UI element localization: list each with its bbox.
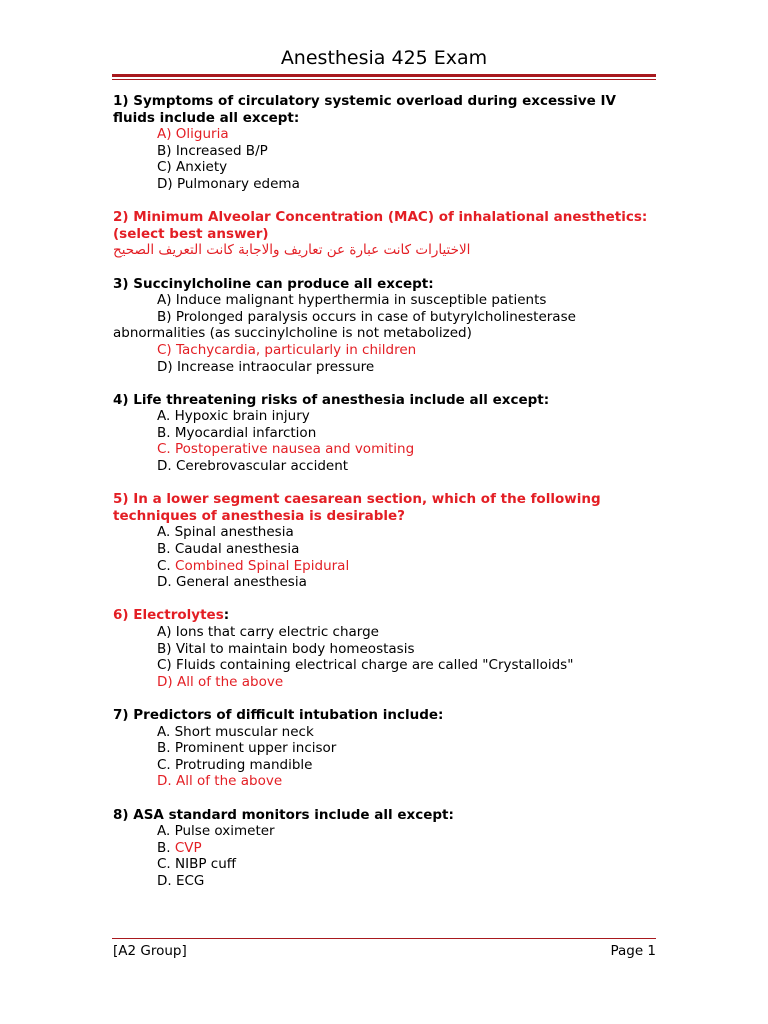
page-title: Anesthesia 425 Exam [280, 47, 488, 69]
option: D. ECG [157, 872, 205, 889]
option: C. Protruding mandible [157, 756, 313, 773]
option-continuation: abnormalities (as succinylcholine is not metabolized) [113, 325, 472, 342]
question-7 [113, 707, 658, 790]
option: B) Vital to maintain body homeostasis [157, 640, 415, 657]
question-text: 3) Succinylcholine can produce all except: [113, 275, 434, 292]
footer-rule [112, 938, 656, 939]
option-correct: D) All of the above [157, 673, 284, 690]
question-3 [113, 276, 658, 376]
question-6 [113, 607, 658, 690]
option: C) Fluids containing electrical charge are called "Crystalloids" [157, 657, 574, 674]
option: B. Caudal anesthesia [157, 541, 300, 558]
question-4 [113, 392, 658, 475]
option-correct: C) Tachycardia, particularly in children [157, 341, 417, 358]
header-rule-thick [112, 74, 656, 77]
question-text: 7) Predictors of difficult intubation include: [113, 706, 444, 723]
page-number: Page 1 [610, 943, 656, 959]
option-correct-row [113, 558, 658, 575]
question-text-row [113, 607, 658, 624]
option: B. Myocardial infarction [157, 424, 317, 441]
question-suffix: : [223, 607, 230, 624]
question-8 [113, 807, 658, 890]
question-text: 2) Minimum Alveolar Concentration (MAC) of inhalational anesthetics: (select best answer) [113, 209, 648, 242]
question-text: 6) Electrolytes [113, 607, 224, 624]
question-text: 4) Life threatening risks of anesthesia include all except: [113, 391, 550, 408]
questions-list [113, 93, 658, 906]
option: A) Ions that carry electric charge [157, 624, 379, 640]
option: D. General anesthesia [157, 574, 307, 591]
option: D) Increase intraocular pressure [157, 358, 375, 375]
header-rule-thin [112, 79, 656, 80]
option: B) Increased B/P [157, 142, 268, 159]
question-2 [113, 209, 658, 259]
question-text: 5) In a lower segment caesarean section, which of the following techniques of anesthesia is desirable? [113, 491, 601, 524]
option: D) Pulmonary edema [157, 175, 300, 192]
option: A) Induce malignant hyperthermia in susceptible patients [157, 292, 547, 309]
option: D. Cerebrovascular accident [157, 458, 349, 475]
option-correct-row [113, 840, 658, 857]
question-text: 8) ASA standard monitors include all except: [113, 806, 454, 823]
option-correct: C. Postoperative nausea and vomiting [157, 441, 415, 458]
option-answer: CVP [174, 839, 202, 856]
arabic-note: الاختيارات كانت عبارة عن تعاريف والاجابة كانت التعريف الصحيح [113, 242, 471, 259]
option: B) Prolonged paralysis occurs in case of butyrylcholinesterase [157, 308, 576, 325]
option-prefix: B. [157, 839, 175, 856]
option-prefix: C. [157, 557, 176, 574]
footer-group-label: [A2 Group] [113, 943, 187, 959]
question-text: 1) Symptoms of circulatory systemic overload during excessive IV fluids include all except: [113, 93, 616, 126]
option-correct: A) Oliguria [157, 126, 229, 143]
option: A. Pulse oximeter [157, 823, 275, 840]
option: C. NIBP cuff [157, 856, 237, 873]
option: B. Prominent upper incisor [157, 740, 337, 757]
option-answer: Combined Spinal Epidural [175, 557, 350, 574]
option: C) Anxiety [157, 159, 228, 176]
option: A. Hypoxic brain injury [157, 408, 310, 425]
question-5 [113, 491, 658, 591]
option: A. Spinal anesthesia [157, 524, 294, 541]
question-1 [113, 93, 658, 193]
option-correct: D. All of the above [157, 773, 283, 790]
option: A. Short muscular neck [157, 723, 314, 740]
